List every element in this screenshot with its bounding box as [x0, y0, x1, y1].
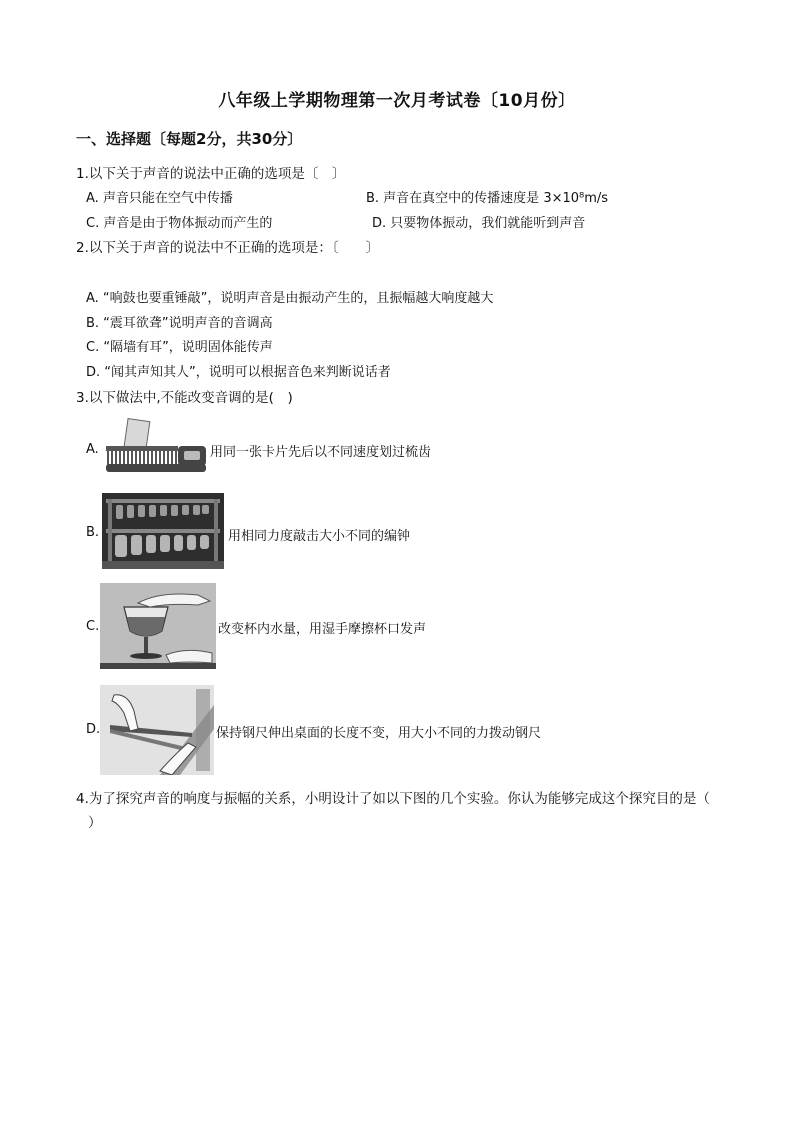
- steel-ruler-image: [100, 685, 214, 775]
- question-3-option-d-text: 保持钢尺伸出桌面的长度不变，用大小不同的力拨动钢尺: [216, 726, 542, 741]
- question-3-option-b-text: 用相同力度敲击大小不同的编钟: [228, 529, 411, 544]
- question-2-option-d: D. “闻其声知其人”，说明可以根据音色来判断说话者: [86, 365, 391, 380]
- question-1-stem: 1.以下关于声音的说法中正确的选项是〔 〕: [76, 166, 346, 182]
- question-3-option-c-label: C.: [86, 619, 100, 634]
- question-2-option-c: C. “隔墙有耳”，说明固体能传声: [86, 340, 273, 355]
- question-2-stem: 2.以下关于声音的说法中不正确的选项是：〔 〕: [76, 240, 380, 256]
- question-3-option-d-label: D.: [86, 722, 101, 737]
- exam-title: 八年级上学期物理第一次月考试卷〔10月份〕: [218, 91, 576, 111]
- question-3-stem: 3.以下做法中,不能改变音调的是( ): [76, 390, 293, 406]
- question-3-option-a-label: A.: [86, 442, 99, 457]
- question-1-option-c: C. 声音是由于物体振动而产生的: [86, 216, 273, 231]
- section-heading: 一、选择题〔每题2分，共30分〕: [76, 130, 303, 148]
- wine-glass-image: [100, 583, 216, 669]
- question-1-option-d: D. 只要物体振动，我们就能听到声音: [372, 216, 586, 231]
- question-2-option-a: A. “响鼓也要重锤敲”，说明声音是由振动产生的，且振幅越大响度越大: [86, 291, 494, 306]
- question-3-option-a-text: 用同一张卡片先后以不同速度划过梳齿: [210, 445, 432, 460]
- question-3-option-b-label: B.: [86, 525, 100, 540]
- bianzhong-bells-image: [102, 493, 224, 569]
- question-2-option-b: B. “震耳欲聋”说明声音的音调高: [86, 316, 273, 331]
- question-1-option-a: A. 声音只能在空气中传播: [86, 191, 233, 206]
- question-4-stem-line1: 4.为了探究声音的响度与振幅的关系，小明设计了如以下图的几个实验。你认为能够完成这个探究目的是（: [76, 791, 710, 807]
- question-4-stem-line2: ）: [88, 815, 102, 831]
- question-3-option-c-text: 改变杯内水量，用湿手摩擦杯口发声: [218, 622, 427, 637]
- comb-card-image: [102, 418, 208, 476]
- question-1-option-b: B. 声音在真空中的传播速度是 3×10⁸m/s: [366, 191, 609, 206]
